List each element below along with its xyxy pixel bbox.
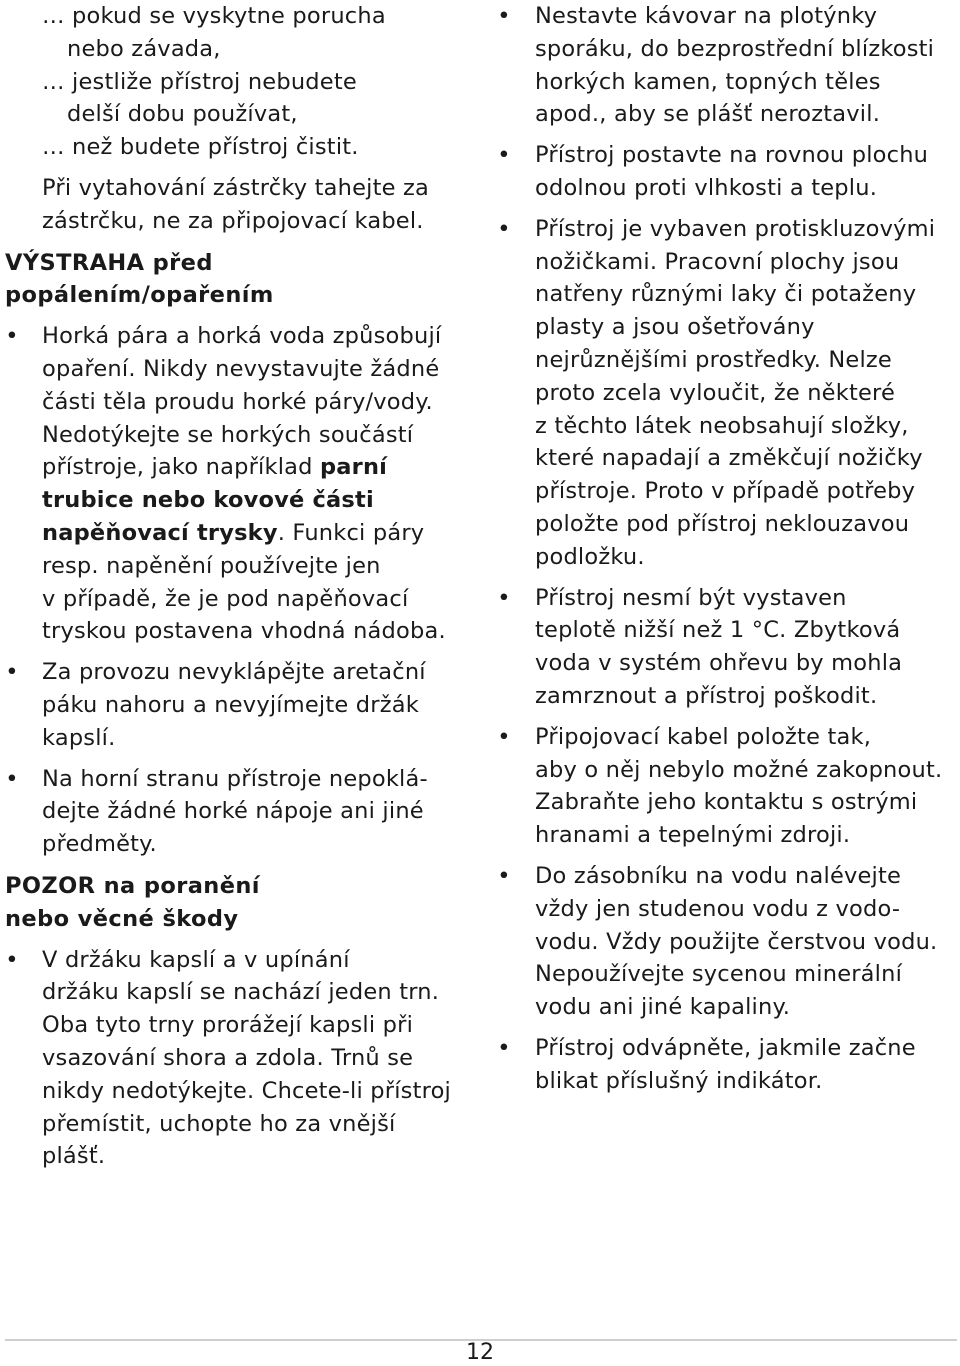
intro-line: … pokud se vyskytne porucha — [42, 3, 386, 29]
page-number: 12 — [466, 1340, 494, 1365]
item-line: Horká pára a horká voda způsobují — [42, 323, 442, 350]
list-item — [497, 860, 957, 1024]
item-line: horkých kamen, topných těles — [535, 68, 881, 95]
heading-line: POZOR na poranění — [5, 872, 260, 899]
item-line: v případě, že je pod napěňovací — [42, 585, 409, 612]
list-item — [5, 944, 467, 1174]
item-line: plášť. — [42, 1143, 106, 1170]
list-item — [5, 656, 467, 754]
item-line: natřeny různými laky či potaženy — [535, 281, 917, 308]
heading-line: popálením/opařením — [5, 282, 274, 309]
item-line: odolnou proti vlhkosti a teplu. — [535, 174, 878, 201]
item-line: dejte žádné horké nápoje ani jiné — [42, 798, 424, 825]
item-line: resp. napěnění používejte jen — [42, 552, 381, 579]
item-line: části těla proudu horké páry/vody. — [42, 388, 433, 415]
bullet-icon: • — [497, 3, 511, 29]
list-item — [5, 320, 467, 648]
item-line: předměty. — [42, 831, 157, 858]
right-column — [497, 0, 957, 1098]
item-line: Nedotýkejte se horkých součástí — [42, 421, 414, 448]
item-line — [5, 451, 467, 484]
item-text: přístroje, jako například — [42, 454, 320, 481]
intro-line: … než budete přístroj čistit. — [42, 134, 359, 161]
item-line: nožičkami. Pracovní plochy jsou — [535, 248, 900, 275]
item-line: vodu ani jiné kapaliny. — [535, 994, 791, 1021]
bullet-icon: • — [497, 862, 511, 889]
note-line: zástrčku, ne za připojovací kabel. — [42, 207, 424, 234]
item-line: tryskou postavena vhodná nádoba. — [42, 618, 446, 645]
intro-list — [5, 0, 467, 164]
bullet-icon: • — [497, 215, 511, 242]
item-bold-text: napěňovací trysky — [42, 519, 278, 546]
item-line — [5, 484, 467, 517]
heading-line: VÝSTRAHA před — [5, 249, 213, 276]
item-line: Na horní stranu přístroje nepoklá- — [42, 765, 428, 792]
list-item — [5, 763, 467, 861]
item-bold-text: trubice nebo kovové části — [42, 487, 374, 514]
heading-line: nebo věcné škody — [5, 905, 239, 932]
bullet-icon: • — [5, 946, 19, 973]
item-line: proto zcela vyloučit, že některé — [535, 379, 896, 406]
item-line: aby o něj nebylo možné zakopnout. — [535, 756, 943, 783]
item-line: Nepoužívejte sycenou minerální — [535, 961, 903, 988]
item-line: které napadají a změkčují nožičky — [535, 445, 923, 472]
item-line: sporáku, do bezprostřední blízkosti — [535, 35, 935, 62]
item-line: voda v systém ohřevu by mohla — [535, 650, 903, 677]
note-line: Při vytahování zástrčky tahejte za — [42, 174, 430, 201]
item-line: hranami a tepelnými zdroji. — [535, 822, 851, 849]
intro-line: delší dobu používat, — [67, 101, 298, 128]
list-item — [497, 721, 957, 852]
item-line: Připojovací kabel položte tak, — [535, 723, 872, 750]
bullet-icon: • — [5, 765, 19, 792]
item-line: Přístroj odvápněte, jakmile začne — [535, 1034, 916, 1061]
list-item — [497, 139, 957, 205]
caution-heading — [5, 870, 467, 936]
bullet-icon: • — [5, 659, 19, 686]
item-line: vodu. Vždy použijte čerstvou vodu. — [535, 928, 938, 955]
item-line: přístroje. Proto v případě potřeby — [535, 478, 916, 505]
item-bold-text: parní — [319, 454, 388, 481]
item-line: držáku kapslí se nachází jeden trn. — [42, 979, 440, 1006]
warning-heading — [5, 247, 467, 313]
item-line — [5, 517, 467, 550]
item-line: Za provozu nevyklápějte aretační — [42, 659, 426, 686]
list-item — [497, 582, 957, 713]
item-line: nejrůznějšími prostředky. Nelze — [535, 346, 892, 373]
intro-line: nebo závada, — [67, 35, 221, 62]
bullet-icon: • — [5, 323, 19, 350]
item-line: přemístit, uchopte ho za vnější — [42, 1110, 396, 1137]
bullet-icon: • — [497, 723, 511, 750]
left-column — [5, 0, 467, 1173]
item-line: Zabraňte jeho kontaktu s ostrými — [535, 789, 918, 816]
item-line: apod., aby se plášť neroztavil. — [535, 101, 881, 128]
item-line: Přístroj je vybaven protiskluzovými — [535, 215, 936, 242]
bullet-icon: • — [497, 584, 511, 611]
item-line: nikdy nedotýkejte. Chcete-li přístroj — [42, 1077, 451, 1104]
item-line: vždy jen studenou vodu z vodo- — [535, 895, 901, 922]
item-line: položte pod přístroj neklouzavou — [535, 510, 910, 537]
intro-line: … jestliže přístroj nebudete — [42, 68, 357, 95]
item-line: vsazování shora a zdola. Trnů se — [42, 1044, 414, 1071]
bullet-icon: • — [497, 1034, 511, 1061]
bullet-icon: • — [497, 142, 511, 169]
list-item — [497, 213, 957, 574]
item-line: Přístroj postavte na rovnou plochu — [535, 142, 929, 169]
unplug-note — [5, 172, 467, 238]
item-line: kapslí. — [42, 724, 116, 751]
item-line: plasty a jsou ošetřovány — [535, 314, 815, 341]
item-line: Do zásobníku na vodu nalévejte — [535, 862, 902, 889]
item-line: z těchto látek neobsahují složky, — [535, 412, 909, 439]
item-line: opaření. Nikdy nevystavujte žádné — [42, 355, 440, 382]
item-line: teplotě nižší než 1 °C. Zbytková — [535, 617, 901, 644]
item-line: blikat příslušný indikátor. — [535, 1067, 823, 1094]
item-line: Oba tyto trny prorážejí kapsli při — [42, 1012, 414, 1039]
list-item — [497, 1032, 957, 1098]
item-line: podložku. — [535, 543, 645, 570]
list-item — [497, 0, 957, 131]
item-line: Přístroj nesmí být vystaven — [535, 584, 847, 611]
item-text: . Funkci páry — [277, 519, 425, 546]
item-line: V držáku kapslí a v upínání — [42, 946, 350, 973]
item-line: páku nahoru a nevyjímejte držák — [42, 691, 419, 718]
item-line: zamrznout a přístroj poškodit. — [535, 682, 878, 709]
item-line: Nestavte kávovar na plotýnky — [535, 3, 878, 29]
